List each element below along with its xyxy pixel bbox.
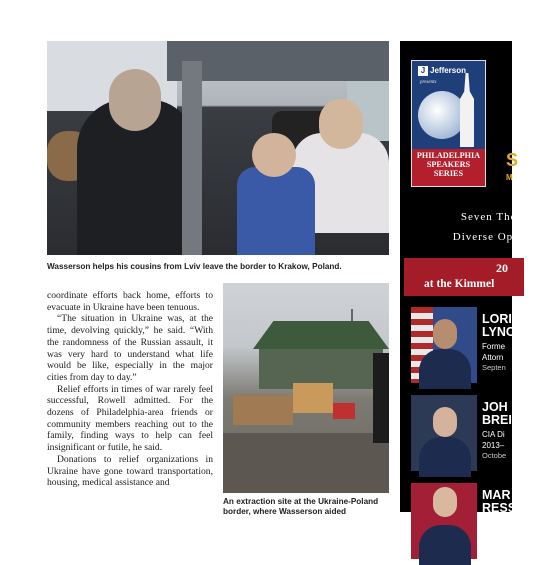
jefferson-logo (418, 66, 466, 76)
speaker-name: JOH BREI (482, 400, 512, 427)
speakers-series-logo (411, 60, 486, 187)
speaker-portrait (411, 483, 477, 559)
article-photo-main (47, 41, 389, 255)
presents-label: presents (420, 80, 437, 85)
globe-icon (418, 91, 466, 139)
article-paragraph: coordinate efforts back home, efforts to evacuate in Ukraine have been tenuous. (47, 290, 213, 313)
article-body (47, 290, 213, 489)
sponsor-name: Jefferson (430, 66, 467, 75)
speaker-card[interactable] (411, 395, 551, 473)
speaker-name: LORI LYNC (482, 312, 515, 339)
speakers-series-ad[interactable] (400, 41, 519, 515)
article-paragraph: Relief efforts in times of war rarely feel successful, Rowell admitted. For the dozens of Philadelphia-area friends or community members reaching out to the family, finding ways to help can feel insignificant or futile, he said. (47, 383, 213, 454)
main-photo-caption: Wasserson helps his cousins from Lviv leave the border to Krakow, Poland. (47, 262, 342, 271)
speaker-date: Octobe (482, 451, 507, 460)
speaker-card[interactable] (411, 307, 551, 385)
speaker-date: Septen (482, 363, 506, 372)
speaker-title: CIA Di 2013– (482, 430, 505, 450)
series-name: PHILADELPHIA SPEAKERS SERIES (416, 151, 481, 178)
article-paragraph: Donations to relief organizations in Ukraine have gone toward transportation, housing, medical assistance and (47, 453, 213, 489)
season-banner: 20 at the Kimmel (404, 258, 524, 296)
article-paragraph: “The situation in Ukraine was, at the time, devolving quickly,” he said. “With the randomness of the Russian assault, it was very hard to understand what life would be like, especially in the major cities from day to day.” (47, 313, 213, 383)
speaker-name: MAR RESS (482, 488, 517, 515)
side-photo-caption: An extraction site at the Ukraine-Poland border, where Wasserson aided (223, 497, 379, 516)
speaker-card[interactable] (411, 483, 551, 561)
ad-partial-logo-text: S M (506, 150, 519, 182)
jefferson-j-icon: J (418, 66, 428, 76)
article-photo-border-site (223, 283, 389, 493)
speaker-title: Forme Attorn (482, 342, 506, 362)
speaker-portrait (411, 307, 477, 383)
speaker-portrait (411, 395, 477, 471)
ad-tagline: Seven Tho Diverse Opi (452, 211, 518, 243)
